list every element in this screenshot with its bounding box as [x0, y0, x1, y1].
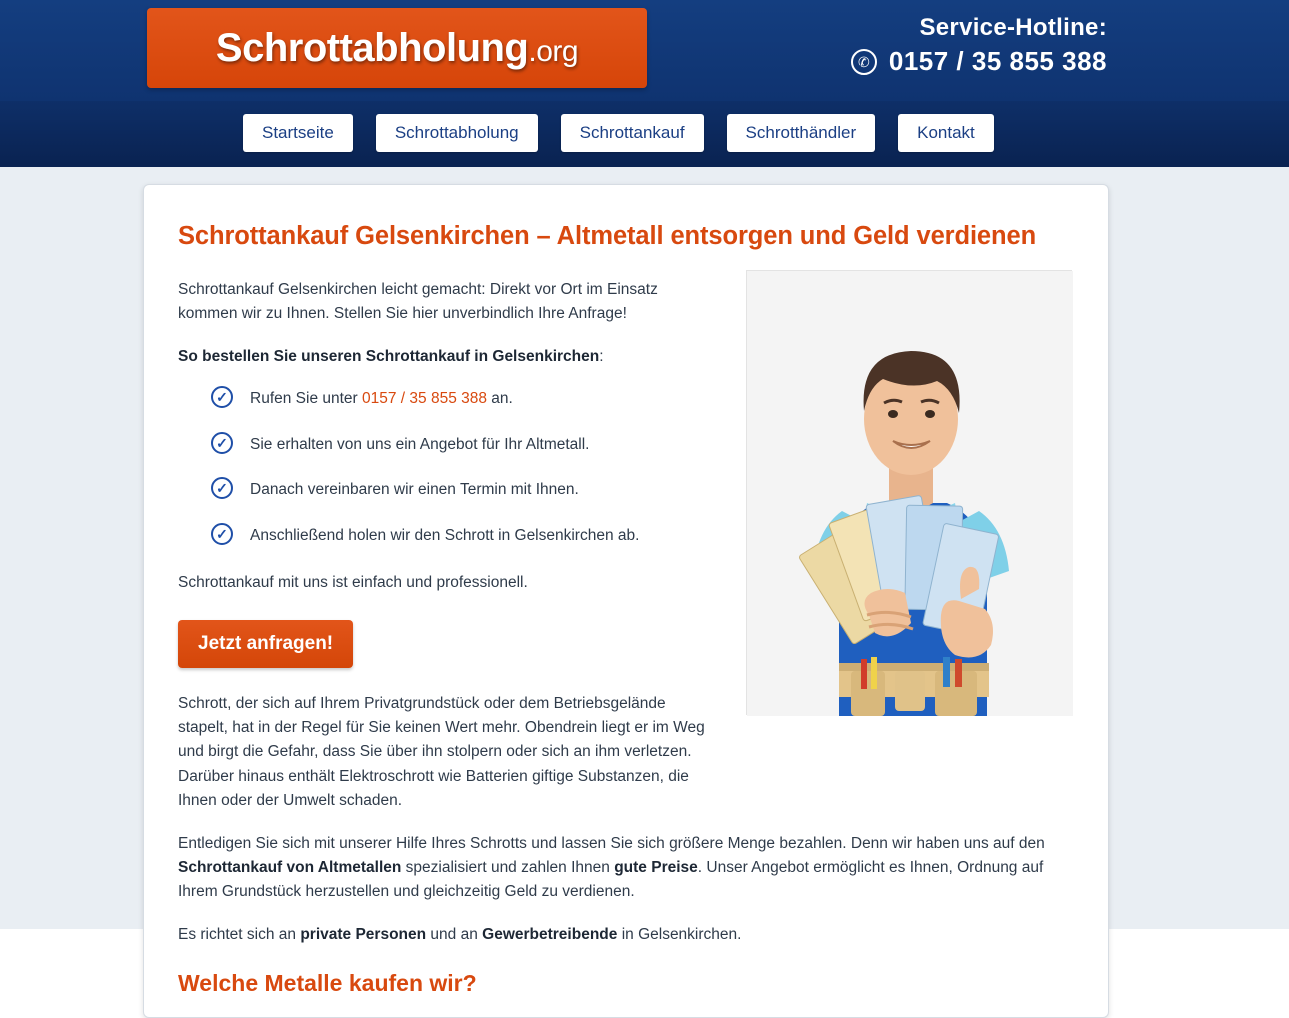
check-icon: ✓ — [211, 386, 233, 408]
site-header — [0, 0, 1289, 101]
request-quote-button[interactable]: Jetzt anfragen! — [178, 620, 353, 668]
audience-paragraph — [178, 923, 1078, 947]
order-lead-tail: : — [599, 347, 604, 365]
nav-item-schrottankauf[interactable]: Schrottankauf — [561, 114, 704, 152]
list-item — [211, 525, 708, 547]
section-heading-metals: Welche Metalle kaufen wir? — [178, 969, 477, 996]
audience-part3: in Gelsenkirchen. — [617, 926, 742, 944]
check-icon: ✓ — [211, 523, 233, 545]
logo-main-text: Schrottabholung — [215, 25, 529, 70]
content-area — [0, 167, 1289, 996]
steps-list — [178, 388, 708, 547]
check-icon: ✓ — [211, 432, 233, 454]
order-lead — [178, 345, 708, 369]
logo-tld-text: .org — [528, 34, 579, 68]
list-item — [211, 434, 708, 456]
main-navigation — [0, 101, 1289, 167]
step-text-pre: Rufen Sie unter — [250, 390, 363, 408]
hotline-number-row[interactable] — [851, 46, 1107, 77]
logo-text — [216, 26, 578, 71]
offer-bold2: gute Preise — [614, 859, 698, 877]
step-text: Sie erhalten von uns ein Angebot für Ihr Altmetall. — [250, 435, 590, 453]
order-lead-bold: So bestellen Sie unseren Schrottankauf in Gelsenkirchen — [178, 347, 600, 365]
hotline-label: Service-Hotline: — [919, 14, 1107, 41]
phone-icon: ✆ — [851, 49, 877, 75]
nav-item-startseite[interactable]: Startseite — [243, 114, 353, 152]
content-card — [143, 184, 1109, 1018]
offer-paragraph — [178, 832, 1078, 905]
audience-bold2: Gewerbetreibende — [482, 926, 618, 944]
intro-paragraph: Schrottankauf Gelsenkirchen leicht gemacht: Direkt vor Ort im Einsatz kommen wir zu Ihnen. Stellen Sie hier unverbindlich Ihre Anfrage! — [178, 280, 658, 322]
service-hotline — [851, 14, 1107, 77]
nav-item-schrottabholung[interactable]: Schrottabholung — [376, 114, 538, 152]
audience-part1: Es richtet sich an — [178, 926, 301, 944]
site-logo[interactable] — [147, 8, 647, 88]
intro-column — [178, 278, 708, 813]
list-item — [211, 479, 708, 501]
hotline-number: 0157 / 35 855 388 — [888, 46, 1107, 76]
handyman-illustration — [747, 271, 1073, 716]
hero-image — [746, 270, 1072, 715]
scrap-paragraph: Schrott, der sich auf Ihrem Privatgrundstück oder dem Betriebsgelände stapelt, hat in der Regel für Sie keinen Wert mehr. Obendrein liegt er im Weg und birgt die Gefahr, dass Sie über ihn stolpern oder sich an ihm verletzen. Darüber hinaus enthält Elektroschrott wie Batterien giftige Substanzen, die Ihnen oder der Umwelt schaden. — [178, 695, 705, 809]
audience-part2: und an — [426, 926, 483, 944]
page-title: Schrottankauf Gelsenkirchen – Altmetall entsorgen und Geld verdienen — [178, 222, 1037, 250]
wide-column — [178, 832, 1078, 997]
list-item — [211, 388, 708, 410]
audience-bold1: private Personen — [300, 926, 427, 944]
offer-part2: spezialisiert und zahlen Ihnen — [401, 859, 615, 877]
offer-part1: Entledigen Sie sich mit unserer Hilfe Ihres Schrotts und lassen Sie sich größere Menge bezahlen. Denn wir haben uns auf den — [178, 834, 1045, 852]
check-icon: ✓ — [211, 477, 233, 499]
offer-part3: . Unser Angebot ermöglicht es Ihnen, Ordnung auf Ihrem Grundstück herzustellen und gleichzeitig Geld zu verdienen. — [178, 859, 1044, 901]
offer-bold1: Schrottankauf von Altmetallen — [178, 859, 402, 877]
step-text: Anschließend holen wir den Schrott in Gelsenkirchen ab. — [250, 527, 640, 545]
step-text: Danach vereinbaren wir einen Termin mit Ihnen. — [250, 481, 579, 499]
nav-item-schrotthaendler[interactable]: Schrotthändler — [727, 114, 876, 152]
step-phone-number[interactable]: 0157 / 35 855 388 — [362, 390, 487, 408]
after-steps-paragraph: Schrottankauf mit uns ist einfach und professionell. — [178, 573, 528, 591]
nav-item-kontakt[interactable]: Kontakt — [898, 114, 994, 152]
step-text-post: an. — [487, 390, 513, 408]
